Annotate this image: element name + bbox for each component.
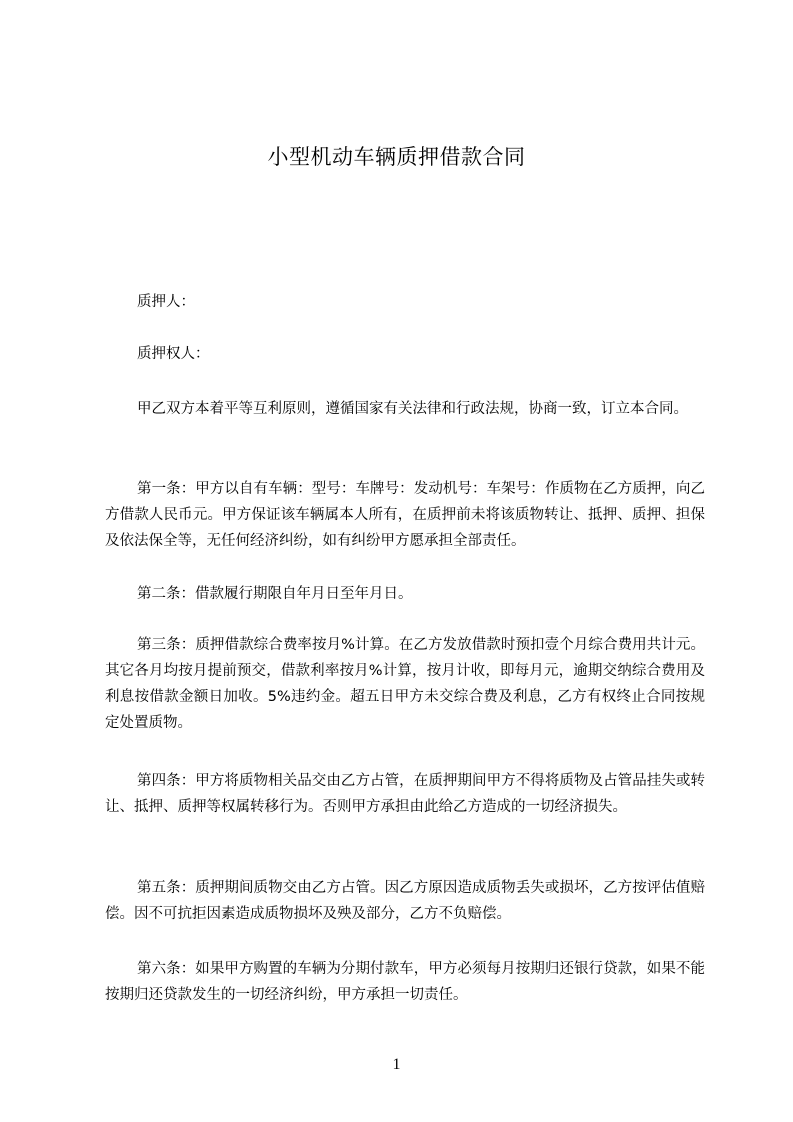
article-3: 第三条：质押借款综合费率按月%计算。在乙方发放借款时预扣壹个月综合费用共计元。其它各月均按月提前预交，借款利率按月%计算，按月计收，即每月元，逾期交纳综合费用及利息按借款金额日加收。5%违约金。超五日甲方未交综合费及利息，乙方有权终止合同按规定处置质物。	[105, 637, 705, 731]
preamble-paragraph: 甲乙双方本着平等互利原则，遵循国家有关法律和行政法规，协商一致，订立本合同。	[137, 401, 688, 417]
article-6: 第六条：如果甲方购置的车辆为分期付款车，甲方必须每月按期归还银行贷款，如果不能按期归还贷款发生的一切经济纠纷，甲方承担一切责任。	[105, 961, 705, 1003]
article-4: 第四条：甲方将质物相关品交由乙方占管，在质押期间甲方不得将质物及占管品挂失或转让、抵押、质押等权属转移行为。否则甲方承担由此给乙方造成的一切经济损失。	[105, 773, 705, 815]
document-title: 小型机动车辆质押借款合同	[267, 145, 526, 169]
pledgee-line: 质押权人：	[137, 346, 210, 362]
article-5: 第五条：质押期间质物交由乙方占管。因乙方原因造成质物丢失或损坏，乙方按评估值赔偿。因不可抗拒因素造成质物损坏及殃及部分，乙方不负赔偿。	[105, 880, 705, 922]
article-2: 第二条：借款履行期限自年月日至年月日。	[137, 586, 413, 602]
pledgor-line: 质押人：	[137, 294, 195, 310]
page-number: 1	[392, 1056, 401, 1073]
article-1: 第一条：甲方以自有车辆：型号：车牌号：发动机号：车架号：作质物在乙方质押，向乙方借款人民币元。甲方保证该车辆属本人所有，在质押前未将该质物转让、抵押、质押、担保及依法保全等，无任何经济纠纷，如有纠纷甲方愿承担全部责任。	[105, 481, 705, 549]
